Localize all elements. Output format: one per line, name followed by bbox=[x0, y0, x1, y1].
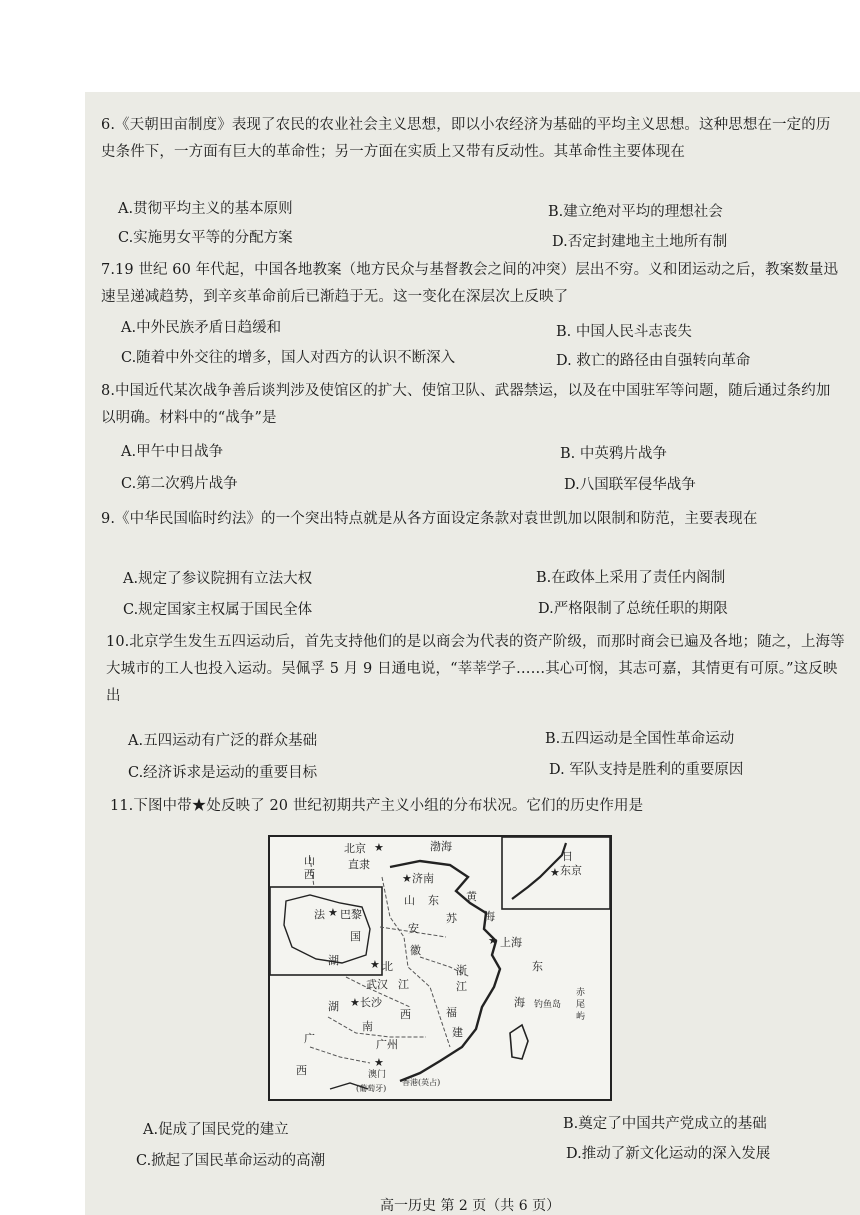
page-footer: 高一历史 第 2 页（共 6 页） bbox=[380, 1198, 561, 1214]
q7-option-a: A.中外民族矛盾日趋缓和 bbox=[121, 320, 282, 336]
map-label-zhili: 直隶 bbox=[348, 858, 370, 871]
question-7-stem: 7.19 世纪 60 年代起，中国各地教案（地方民众与基督教会之间的冲突）层出不穷。义和团运动之后，教案数量迅速呈递减趋势，到辛亥革命前后已渐趋于无。这一变化在深层次上反映了 bbox=[101, 262, 839, 305]
q6-option-c: C.实施男女平等的分配方案 bbox=[118, 230, 293, 246]
map-label-shanxi-b: 西 bbox=[304, 868, 315, 881]
q8-option-b: B. 中英鸦片战争 bbox=[560, 446, 667, 462]
question-8-stem: 8.中国近代某次战争善后谈判涉及使馆区的扩大、使馆卫队、武器禁运，以及在中国驻军等问题，随后通过条约加以明确。材料中的“战争”是 bbox=[101, 383, 831, 426]
star-jinan: ★ bbox=[402, 872, 412, 885]
q10-option-a: A.五四运动有广泛的群众基础 bbox=[128, 733, 318, 749]
map-label-guang-a: 广 bbox=[304, 1032, 315, 1045]
q9-option-d: D.严格限制了总统任职的期限 bbox=[538, 601, 728, 617]
star-beijing: ★ bbox=[374, 841, 384, 854]
map-label-japan: 日 bbox=[562, 850, 573, 863]
q10-option-d: D. 军队支持是胜利的重要原因 bbox=[549, 762, 744, 778]
map-label-hubei-a: 湖 bbox=[328, 954, 339, 967]
map-label-france: 法 bbox=[314, 908, 325, 921]
map-label-shanghai: 上海 bbox=[500, 936, 522, 949]
map-label-hubei-b: 北 bbox=[382, 960, 393, 973]
q9-option-b: B.在政体上采用了责任内阁制 bbox=[536, 570, 726, 586]
q8-option-c: C.第二次鸦片战争 bbox=[121, 476, 238, 492]
map-label-chiweiyu: 赤尾屿 bbox=[576, 988, 586, 1022]
map-label-jiangxi-b: 西 bbox=[400, 1008, 411, 1021]
map-label-jinan: 济南 bbox=[412, 872, 434, 885]
map-label-an: 安 bbox=[408, 922, 419, 935]
map-label-changsha: 长沙 bbox=[360, 996, 382, 1009]
star-guangzhou: ★ bbox=[374, 1056, 384, 1069]
map-label-macau: 澳门 bbox=[368, 1070, 387, 1080]
star-wuhan: ★ bbox=[370, 958, 380, 971]
map-label-shandong-a: 山 bbox=[404, 894, 415, 907]
communist-groups-map bbox=[268, 835, 612, 1101]
map-label-tokyo: 东京 bbox=[560, 864, 582, 877]
map-label-huang: 黄 bbox=[466, 890, 477, 903]
q7-option-b: B. 中国人民斗志丧失 bbox=[556, 324, 692, 340]
q7-option-c: C.随着中外交往的增多，国人对西方的认识不断深入 bbox=[121, 350, 456, 366]
q6-option-a: A.贯彻平均主义的基本原则 bbox=[118, 201, 293, 217]
q6-option-d: D.否定封建地主土地所有制 bbox=[552, 234, 728, 250]
q7-option-d: D. 救亡的路径由自强转向革命 bbox=[556, 353, 751, 369]
map-label-wuhan: 武汉 bbox=[366, 978, 388, 991]
q11-option-d: D.推动了新文化运动的深入发展 bbox=[566, 1146, 771, 1162]
q10-option-c: C.经济诉求是运动的重要目标 bbox=[128, 765, 318, 781]
star-tokyo: ★ bbox=[550, 866, 560, 879]
map-label-jiang-zj: 江 bbox=[456, 980, 467, 993]
star-paris: ★ bbox=[328, 906, 338, 919]
map-label-hunan-a: 湖 bbox=[328, 1000, 339, 1013]
question-11-stem: 11.下图中带★处反映了 20 世纪初期共产主义小组的分布状况。它们的历史作用是 bbox=[110, 798, 644, 814]
map-label-shandong-b: 东 bbox=[428, 894, 439, 907]
taiwan-outline bbox=[510, 1025, 528, 1059]
map-label-guangxi-xi: 西 bbox=[296, 1064, 307, 1077]
map-label-guo: 国 bbox=[350, 930, 361, 943]
q6-option-b: B.建立绝对平均的理想社会 bbox=[548, 204, 723, 220]
map-label-nan: 南 bbox=[362, 1020, 373, 1033]
map-label-guangzhou: 广州 bbox=[376, 1038, 398, 1051]
question-9-stem: 9.《中华民国临时约法》的一个突出特点就是从各方面设定条款对袁世凯加以限制和防范，主要表现在 bbox=[101, 511, 758, 527]
q8-option-d: D.八国联军侵华战争 bbox=[564, 477, 696, 493]
map-label-hongkong: 香港(英占) bbox=[402, 1078, 441, 1087]
map-label-shanxi-a: 山 bbox=[304, 854, 315, 867]
star-shanghai: ★ bbox=[488, 934, 498, 947]
q11-option-a: A.促成了国民党的建立 bbox=[143, 1122, 289, 1138]
question-10-stem: 10.北京学生发生五四运动后，首先支持他们的是以商会为代表的资产阶级，而那时商会已遍及各地；随之，上海等大城市的工人也投入运动。吴佩孚 5 月 9 日通电说，“莘莘学子……其心可悯，其志可嘉，其情更有可原。”这反映出 bbox=[106, 634, 845, 704]
q8-option-a: A.甲午中日战争 bbox=[121, 444, 224, 460]
map-label-beijing: 北京 bbox=[344, 842, 366, 855]
map-label-yellow-sea: 海 bbox=[484, 910, 495, 923]
map-label-jiangsu: 苏 bbox=[446, 912, 457, 925]
map-label-zhe: 浙 bbox=[456, 964, 467, 977]
star-changsha: ★ bbox=[350, 996, 360, 1009]
map-label-east: 东 bbox=[532, 960, 543, 973]
q9-option-a: A.规定了参议院拥有立法大权 bbox=[123, 571, 313, 587]
map-label-hui: 徽 bbox=[410, 944, 421, 957]
map-label-jiangxi-a: 江 bbox=[398, 978, 409, 991]
map-label-east-sea: 海 bbox=[514, 996, 525, 1009]
map-label-paris: 巴黎 bbox=[340, 908, 362, 921]
question-6-stem: 6.《天朝田亩制度》表现了农民的农业社会主义思想，即以小农经济为基础的平均主义思想。这种思想在一定的历史条件下，一方面有巨大的革命性；另一方面在实质上又带有反动性。其革命性主要体现在 bbox=[101, 117, 831, 160]
q11-option-b: B.奠定了中国共产党成立的基础 bbox=[563, 1116, 767, 1132]
q10-option-b: B.五四运动是全国性革命运动 bbox=[545, 731, 735, 747]
map-label-diaoyu: 钓鱼岛 bbox=[534, 1000, 562, 1010]
map-label-jian: 建 bbox=[452, 1026, 463, 1039]
map-label-macau-note: (葡萄牙) bbox=[356, 1084, 387, 1093]
map-label-bohai: 渤海 bbox=[430, 840, 452, 853]
q9-option-c: C.规定国家主权属于国民全体 bbox=[123, 602, 313, 618]
q11-option-c: C.掀起了国民革命运动的高潮 bbox=[136, 1153, 326, 1169]
map-label-fu: 福 bbox=[446, 1006, 457, 1019]
